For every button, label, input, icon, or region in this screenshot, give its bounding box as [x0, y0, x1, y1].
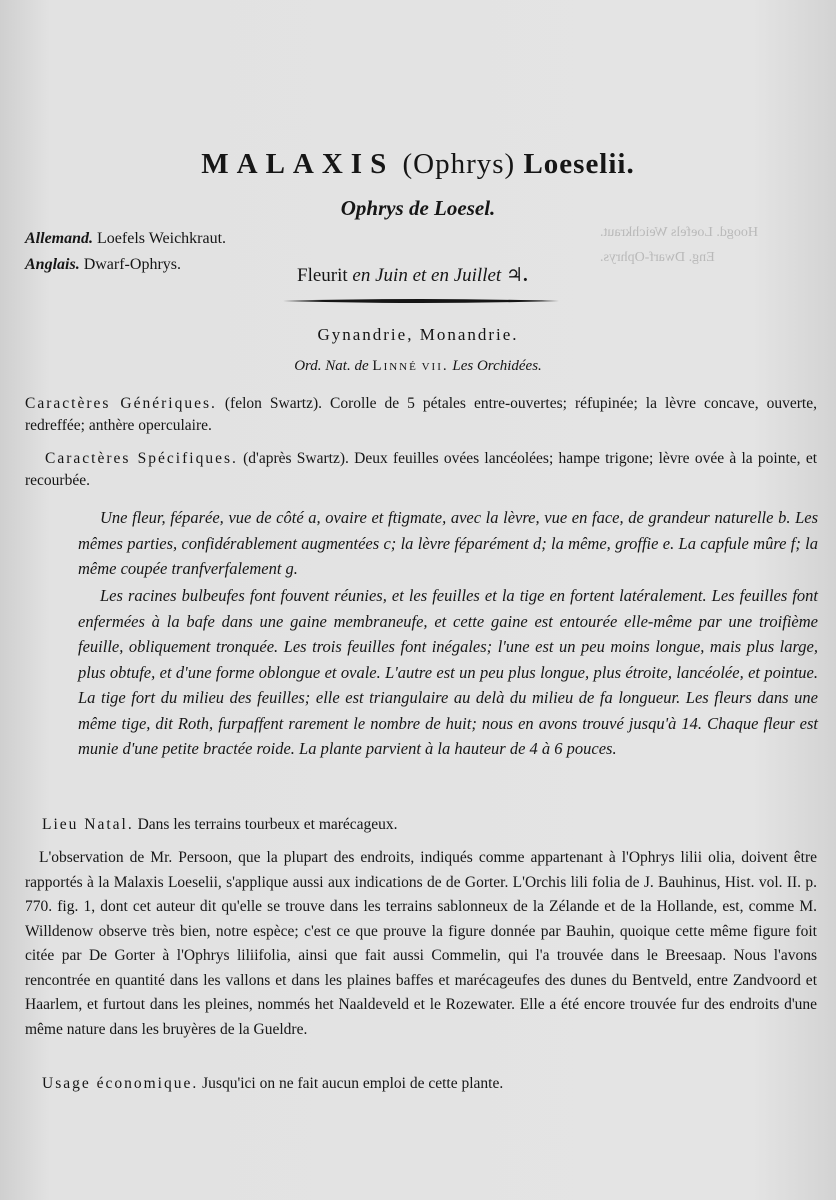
ornamental-rule — [283, 298, 559, 304]
section-text: (felon Swartz). Corolle de 5 pétales entre-ouvertes; réfupinée; la lèvre concave, ouverte, redreffée; anthère operculaire. — [25, 395, 817, 434]
language-label: Anglais. — [25, 256, 80, 273]
order-number: vii. — [421, 358, 449, 374]
order-prefix: Ord. Nat. — [294, 358, 351, 374]
flowering-months: en Juin et en Juillet — [352, 265, 502, 286]
economic-usage — [42, 1073, 834, 1095]
order-author: Linné — [372, 358, 418, 374]
figure-explanation: Une fleur, féparée, vue de côté a, ovaire et ftigmate, avec la lèvre, vue en face, de grandeur naturelle b. Les mêmes parties, confidérablement augmentées c; la lèvre féparément d; la même, groffie e. La capfule mûre f; la même coupée tranfverfalement g. — [78, 508, 818, 578]
linnean-class: Gynandrie, Monandrie. — [317, 325, 519, 344]
generic-characters — [25, 393, 817, 437]
section-text: (d'après Swartz). Deux feuilles ovées lancéolées; hampe trigone; lèvre ovée à la pointe, et recourbée. — [25, 450, 818, 489]
title-genus: MALAXIS — [201, 148, 395, 180]
flowering-period — [297, 264, 528, 287]
show-through-text: Eng. Dwarf-Ophrys. — [600, 250, 715, 265]
flowering-prefix: Fleurit — [297, 265, 348, 286]
page-title — [0, 148, 836, 181]
observation-paragraph: L'observation de Mr. Persoon, que la plupart des endroits, indiqués comme appartenant à l'Ophrys lilii olia, doivent être rapportés à la Malaxis Loeselii, s'applique aussi aux indications de de Gorter. L'Orchis lili folia de J. Bauhinus, Hist. vol. II. p. 770. fig. 1, dont cet auteur dit qu'elle se trouve dans les terrains sablonneux de la Zélande et de la Hollande, est, comme M. Willdenow observe très bien, notre espèce; c'est ce que prouve la figure donnée par Bauhin, quoique cette même figure foit citée par De Gorter à l'Ophrys liliifolia, ainsi que fait aussi Commelin, qui l'a trouvée dans le Breesaap. Nous l'avons rencontrée en quantité dans les vallons et dans les plaines baffes et marécageufes des dunes du Bentveld, entre Zandvoord et Haarlem, et furtout dans les pleines, nommés het Naaldeveld et le Rozewater. Elle a été encore trouvée fur des endroits d'une même nature dans les bruyères de la Gueldre. — [25, 849, 817, 1038]
language-name: Loefels Weichkraut. — [97, 230, 227, 247]
language-name: Dwarf-Ophrys. — [83, 256, 181, 273]
order-family: Les Orchidées. — [452, 358, 542, 374]
section-label: Caractères Spécifiques. — [45, 450, 238, 467]
perennial-symbol: ♃. — [505, 265, 528, 286]
specific-characters — [25, 448, 817, 492]
section-text: Jusqu'ici on ne fait aucun emploi de cette plante. — [202, 1075, 504, 1092]
habitat — [42, 814, 834, 836]
language-entry-english — [25, 256, 181, 274]
natural-order — [0, 358, 836, 375]
section-label: Lieu Natal. — [42, 816, 134, 833]
section-text: Dans les terrains tourbeux et marécageux. — [137, 816, 398, 833]
page-subtitle: Ophrys de Loesel. — [340, 196, 496, 220]
section-label: Caractères Génériques. — [25, 395, 217, 412]
section-label: Usage économique. — [42, 1075, 199, 1092]
language-entry-german — [25, 230, 226, 248]
title-synonym: (Ophrys) — [402, 148, 516, 180]
language-label: Allemand. — [25, 230, 94, 247]
title-species: Loeselii. — [523, 148, 635, 180]
order-de: de — [354, 358, 369, 374]
show-through-text: Hoogd. Loefels Weichkraut. — [600, 225, 759, 240]
plant-description: Les racines bulbeufes font fouvent réunies, et les feuilles et la tige en fortent latéralement. Les feuilles font enfermées à la bafe dans une gaine membraneufe, et cette gaine est entourée elle-même par une troifième feuille, obliquement tronquée. Les trois feuilles font inégales; l'une est un peu moins longue, mais plus large, plus obtufe, et d'une forme oblongue et ovale. L'autre est un peu plus longue, plus étroite, lancéolée, et pointue. La tige fort du milieu des feuilles; elle est triangulaire au delà du milieu de fa longueur. Les fleurs dans une même tige, dit Roth, furpaffent rarement le nombre de huit; nous en avons trouvé jusqu'à 14. Chaque fleur est munie d'une petite bractée roide. La plante parvient à la hauteur de 4 à 6 pouces. — [78, 586, 818, 758]
